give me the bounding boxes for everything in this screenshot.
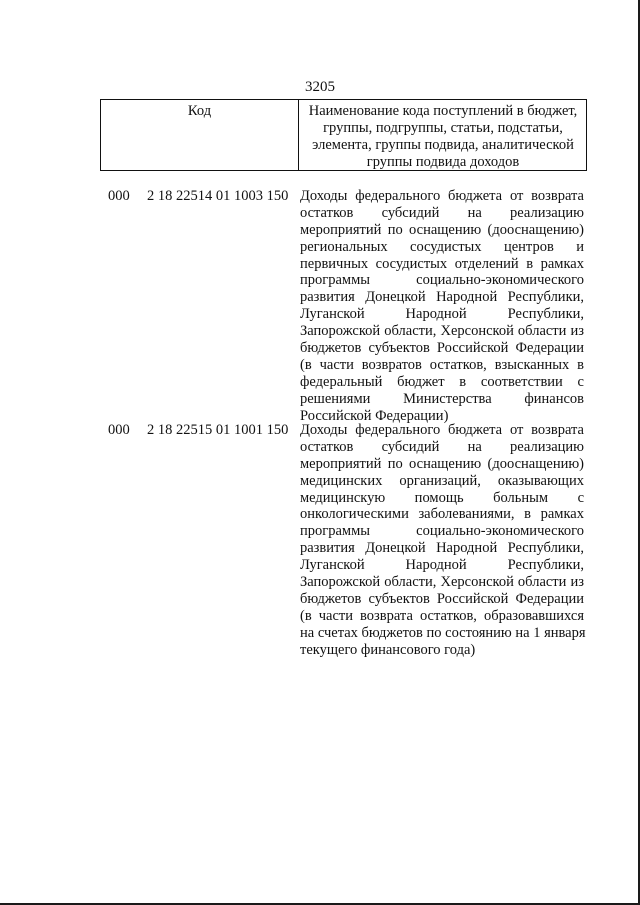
header-table: [100, 99, 587, 171]
description-line: региональных сосудистых центров и: [300, 238, 584, 255]
code-description: [300, 188, 584, 424]
description-line: текущего финансового года): [300, 641, 476, 658]
code-description: [300, 422, 584, 658]
description-line: Луганской Народной Республики,: [300, 306, 584, 323]
description-line: (в части возврата остатков, образовавшихся: [300, 607, 584, 624]
description-line: программы социально-экономического: [300, 272, 584, 289]
header-name-line: группы подвида доходов: [366, 154, 520, 170]
budget-classification-code: 2 18 22514 01 1003 150: [147, 188, 289, 204]
description-line: бюджетов субъектов Российской Федерации: [300, 590, 584, 607]
description-line: Доходы федерального бюджета от возврата: [300, 422, 584, 438]
admin-code: 000: [108, 188, 130, 204]
header-name-line: группы, подгруппы, статьи, подстатьи,: [323, 120, 563, 136]
description-line: медицинскую помощь больным с: [300, 489, 584, 506]
header-column-divider: [298, 100, 299, 170]
admin-code: 000: [108, 422, 130, 438]
description-line: решениями Министерства финансов: [300, 390, 584, 407]
description-line: бюджетов субъектов Российской Федерации: [300, 340, 584, 357]
description-line: на счетах бюджетов по состоянию на 1 января: [300, 624, 586, 641]
header-name-line: Наименование кода поступлений в бюджет,: [308, 103, 578, 119]
description-line: онкологическими заболеваниями, в рамках: [300, 506, 584, 523]
header-code-cell: Код: [187, 103, 212, 119]
description-line: остатков субсидий на реализацию: [300, 438, 584, 455]
description-line: программы социально-экономического: [300, 523, 584, 540]
budget-classification-code: 2 18 22515 01 1001 150: [147, 422, 289, 438]
description-line: Российской Федерации): [300, 407, 449, 424]
description-line: мероприятий по оснащению (дооснащению): [300, 221, 584, 238]
description-line: Запорожской области, Херсонской области из: [300, 323, 584, 340]
description-line: федеральный бюджет в соответствии с: [300, 373, 584, 390]
header-name-line: элемента, группы подвида, аналитической: [312, 137, 574, 153]
description-line: Луганской Народной Республики,: [300, 557, 584, 574]
header-name-cell: [300, 103, 586, 171]
description-line: остатков субсидий на реализацию: [300, 204, 584, 221]
description-line: развития Донецкой Народной Республики,: [300, 289, 584, 306]
page-number: 3205: [305, 79, 335, 95]
description-line: первичных сосудистых отделений в рамках: [300, 255, 584, 272]
description-line: развития Донецкой Народной Республики,: [300, 540, 584, 557]
description-line: (в части возвратов остатков, взысканных в: [300, 356, 584, 373]
description-line: медицинских организаций, оказывающих: [300, 472, 584, 489]
description-line: мероприятий по оснащению (дооснащению): [300, 455, 584, 472]
description-line: Доходы федерального бюджета от возврата: [300, 188, 584, 204]
description-line: Запорожской области, Херсонской области из: [300, 574, 584, 591]
